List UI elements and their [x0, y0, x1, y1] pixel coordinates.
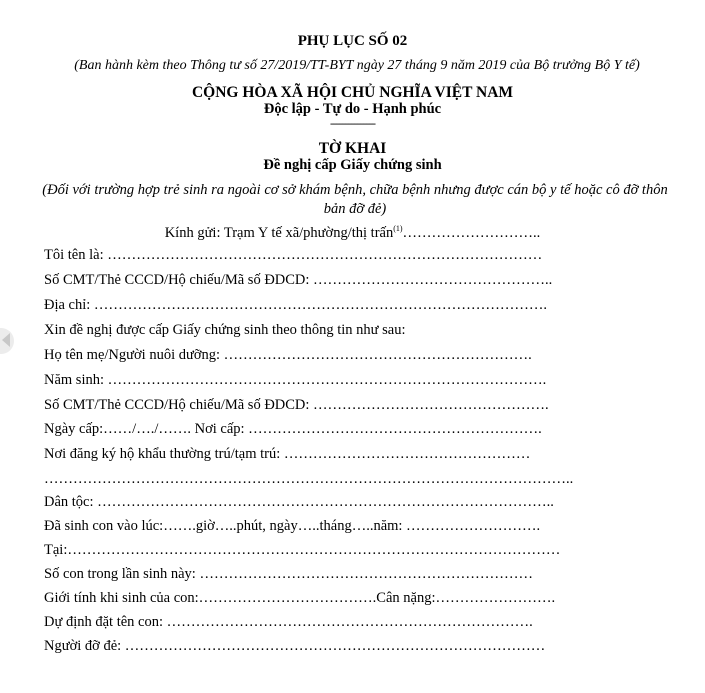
- recipient-dots: ………………………..: [402, 224, 541, 241]
- field-mother-id-number: Số CMT/Thẻ CCCD/Hộ chiếu/Mã số ĐDCD: ………………………………………….: [44, 397, 549, 413]
- form-title: TỜ KHAI: [318, 140, 387, 157]
- field-mother-name: Họ tên mẹ/Người nuôi dưỡng: ……………………………………………………….: [44, 347, 532, 363]
- field-residence: Nơi đăng ký hộ khẩu thường trú/tạm trú: ……………………………………………: [44, 446, 531, 462]
- national-motto: Độc lập - Tự do - Hạnh phúc: [263, 101, 442, 117]
- recipient-text: Kính gửi: Trạm Y tế xã/phường/thị trấn: [164, 224, 394, 241]
- field-sex-weight: Giới tính khi sinh của con:……………………………….Cân nặng:…………………….: [44, 590, 556, 606]
- field-birth-time: Đã sinh con vào lúc:…….giờ…..phút, ngày…..tháng…..năm: ……………………….: [44, 518, 541, 534]
- field-full-name: Tôi tên là: ………………………………………………………………………………: [44, 247, 543, 263]
- field-number-of-children: Số con trong lần sinh này: ……………………………………………………………: [44, 566, 533, 582]
- form-subtitle: Đề nghị cấp Giấy chứng sinh: [263, 157, 442, 173]
- field-intended-name: Dự định đặt tên con: ………………………………………………………………….: [44, 614, 533, 630]
- field-birth-attendant: Người đỡ đẻ: ……………………………………………………………………………: [44, 638, 546, 654]
- field-birth-place: Tại:…………………………………………………………………………………………: [44, 542, 561, 558]
- recipient-footnote-mark: (1): [393, 224, 403, 233]
- field-address: Địa chỉ: ………………………………………………………………………………….: [44, 297, 548, 313]
- field-birth-year: Năm sinh: ……………………………………………………………………………….: [44, 372, 547, 388]
- appendix-number: PHỤ LỤC SỐ 02: [297, 33, 408, 49]
- field-issue-date-place: Ngày cấp:……/…./……. Nơi cấp: …………………………………………………….: [44, 421, 542, 437]
- chevron-left-icon: [2, 333, 10, 347]
- form-note: (Đối với trường hợp trẻ sinh ra ngoài cơ sở khám bệnh, chữa bệnh nhưng được cán bộ y tế hoặc cô đỡ thôn bản đỡ đẻ): [42, 182, 668, 217]
- field-residence-continued: ………………………………………………………………………………………………..: [44, 471, 574, 487]
- recipient-line: [0, 224, 705, 242]
- header-divider: ---------------: [330, 116, 375, 130]
- issued-by-note: (Ban hành kèm theo Thông tư số 27/2019/TT-BYT ngày 27 tháng 9 năm 2019 của Bộ trưởng Bộ Y tế): [74, 58, 640, 73]
- field-ethnicity: Dân tộc: …………………………………………………………………………………..: [44, 494, 554, 510]
- request-statement: Xin đề nghị được cấp Giấy chứng sinh theo thông tin như sau:: [44, 322, 406, 338]
- field-id-number: Số CMT/Thẻ CCCD/Hộ chiếu/Mã số ĐDCD: …………………………………………..: [44, 272, 553, 288]
- nation-name: CỘNG HÒA XÃ HỘI CHỦ NGHĨA VIỆT NAM: [191, 84, 514, 101]
